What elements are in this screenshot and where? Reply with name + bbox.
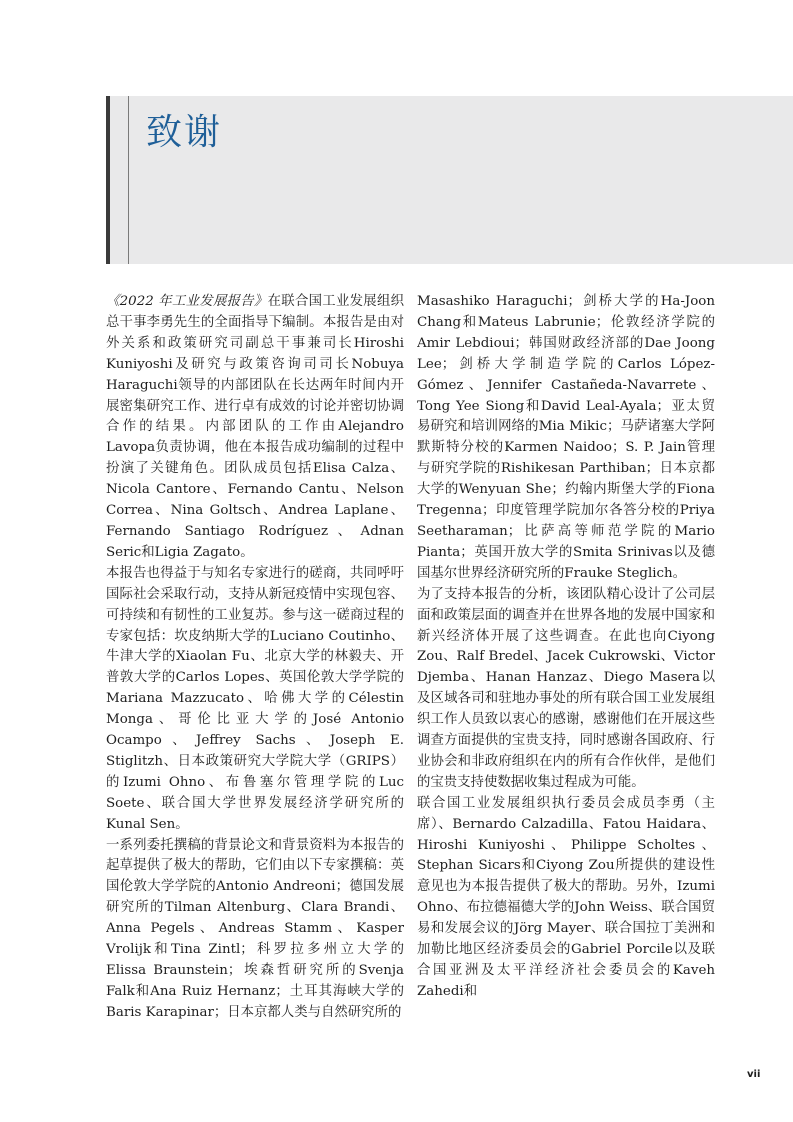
- left-paragraph-2: 本报告也得益于与知名专家进行的磋商，共同呼吁国际社会采取行动，支持从新冠疫情中实现包容、可持续和有韧性的工业复苏。参与这一磋商过程的专家包括：坎皮纳斯大学的Luciano Coutinho、牛津大学的Xiaolan Fu、北京大学的林毅夫、开普敦大学的Carlos Lopes、英国伦敦大学学院的Mariana Mazzucato、哈佛大学的Célestin Monga、哥伦比亚大学的José Antonio Ocampo、Jeffrey Sachs、Joseph E. Stiglitzh、日本政策研究大学院大学（GRIPS）的Izumi Ohno、布鲁塞尔管理学院的Luc Soete、联合国大学世界发展经济学研究所的Kunal Sen。: [106, 565, 404, 832]
- left-paragraph-3: 一系列委托撰稿的背景论文和背景资料为本报告的起草提供了极大的帮助，它们由以下专家撰稿：英国伦敦大学学院的Antonio Andreoni；德国发展研究所的Tilman Altenburg、Clara Brandi、Anna Pegels、Andreas Stamm、Kasper Vrolijk和Tina Zintl；科罗拉多州立大学的Elissa Braunstein；埃森哲研究所的Svenja Falk和Ana Ruiz Hernanz；土耳其海峡大学的Baris Karapinar；日本京都人类与自然研究所的: [106, 837, 404, 1020]
- left-column: [106, 292, 404, 1082]
- left-paragraph-1: [106, 292, 404, 564]
- report-title: 《2022 年工业发展报告》: [106, 294, 268, 309]
- left-paragraph-1-text: 在联合国工业发展组织总干事李勇先生的全面指导下编制。本报告是由对外关系和政策研究司副总干事兼司长Hiroshi Kuniyoshi及研究与政策咨询司司长Nobuya Haraguchi领导的内部团队在长达两年时间内开展密集研究工作、进行卓有成效的讨论并密切协调合作的结果。内部团队的工作由Alejandro Lavopa负责协调，他在本报告成功编制的过程中扮演了关键角色。团队成员包括Elisa Calza、Nicola Cantore、Fernando Cantu、Nelson Correa、Nina Goltsch、Andrea Laplane、Fernando Santiago Rodríguez、Adnan Seric和Ligia Zagato。: [106, 294, 404, 560]
- page-title: 致谢: [146, 112, 223, 153]
- right-paragraph-1: Masashiko Haraguchi；剑桥大学的Ha-Joon Chang和Mateus Labrunie；伦敦经济学院的Amir Lebdioui；韩国财政经济部的Dae Joong Lee；剑桥大学制造学院的Carlos López-Gómez、Jennifer Castañeda-Navarrete、Tong Yee Siong和David Leal-Ayala；亚太贸易研究和培训网络的Mia Mikic；马萨诸塞大学阿默斯特分校的Karmen Naidoo；S. P. Jain管理与研究学院的Rishikesan Parthiban；日本京都大学的Wenyuan She；约翰内斯堡大学的Fiona Tregenna；印度管理学院加尔各答分校的Priya Seetharaman；比萨高等师范学院的Mario Pianta；英国开放大学的Smita Srinivas以及德国基尔世界经济研究所的Frauke Steglich。: [417, 294, 715, 581]
- header-rule-thick: [106, 96, 110, 264]
- header-rule-thin: [128, 96, 129, 264]
- right-column: [417, 292, 715, 1082]
- right-paragraph-2: 为了支持本报告的分析，该团队精心设计了公司层面和政策层面的调查并在世界各地的发展中国家和新兴经济体开展了这些调查。在此也向Ciyong Zou、Ralf Bredel、Jacek Cukrowski、Victor Djemba、Hanan Hanzaz、Diego Masera以及区域各司和驻地办事处的所有联合国工业发展组织工作人员致以衷心的感谢，感谢他们在开展这些调查方面提供的宝贵支持，同时感谢各国政府、行业协会和非政府组织在内的所有合作伙伴，是他们的宝贵支持使数据收集过程成为可能。: [417, 586, 715, 790]
- page-number: vii: [747, 1069, 761, 1080]
- right-paragraph-3: 联合国工业发展组织执行委员会成员李勇（主席）、Bernardo Calzadilla、Fatou Haidara、Hiroshi Kuniyoshi、Philippe Scholtes、Stephan Sicars和Ciyong Zou所提供的建设性意见也为本报告提供了极大的帮助。另外，Izumi Ohno、布拉德福德大学的John Weiss、联合国贸易和发展会议的Jörg Mayer、联合国拉丁美洲和加勒比地区经济委员会的Gabriel Porcile以及联合国亚洲及太平洋经济社会委员会的Kaveh Zahedi和: [417, 795, 715, 999]
